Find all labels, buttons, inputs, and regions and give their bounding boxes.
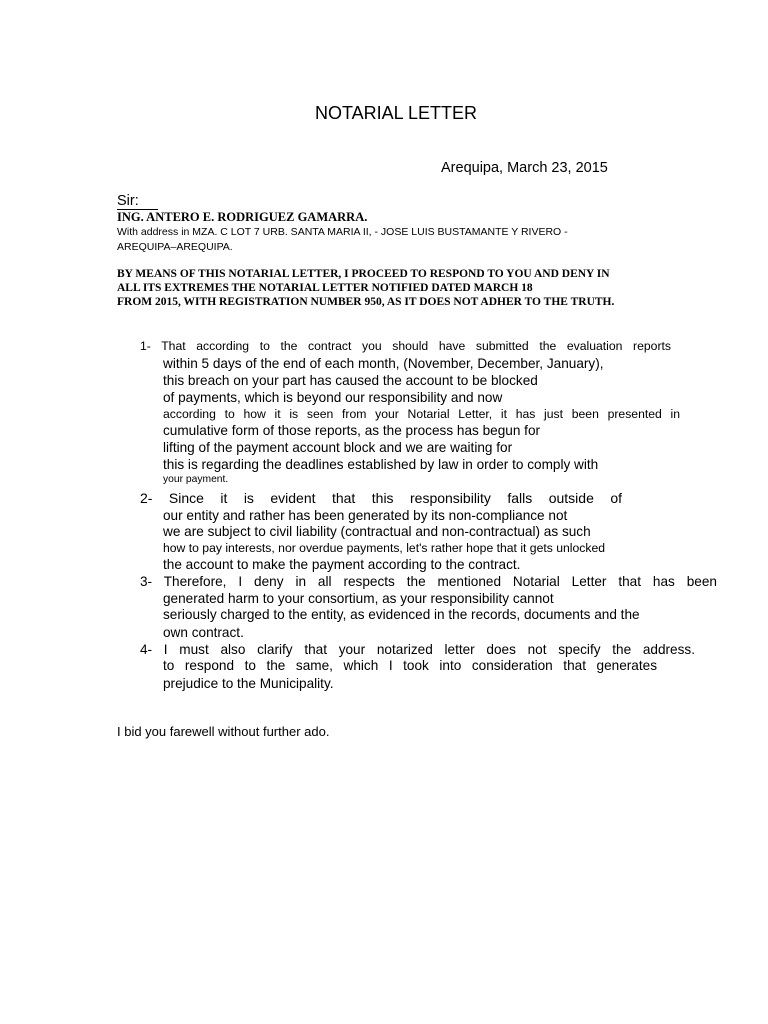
point-3-line: generated harm to your consortium, as your responsibility cannot — [163, 591, 554, 606]
point-1-line: within 5 days of the end of each month, (November, December, January), — [163, 356, 604, 371]
point-2-line: our entity and rather has been generated by its non-compliance not — [163, 508, 568, 523]
recipient-name: ING. ANTERO E. RODRIGUEZ GAMARRA. — [117, 210, 368, 224]
closing-line: I bid you farewell without further ado. — [117, 724, 330, 739]
intro-line: BY MEANS OF THIS NOTARIAL LETTER, I PROCEED TO RESPOND TO YOU AND DENY IN — [117, 268, 610, 280]
address-line: AREQUIPA–AREQUIPA. — [117, 241, 233, 253]
point-1-line: lifting of the payment account block and we are waiting for — [163, 440, 513, 455]
point-2-line: how to pay interests, nor overdue payments, let's rather hope that it gets unlocked — [163, 541, 606, 555]
address-line: With address in MZA. C LOT 7 URB. SANTA MARIA II, - JOSE LUIS BUSTAMANTE Y RIVERO - — [117, 226, 568, 238]
intro-line: FROM 2015, WITH REGISTRATION NUMBER 950, AS IT DOES NOT ADHER TO THE TRUTH. — [117, 296, 615, 308]
salutation: Sir: — [117, 193, 139, 209]
point-1-line: cumulative form of those reports, as the process has begun for — [163, 423, 541, 438]
point-4-line: to respond to the same, which I took into consideration that generates — [163, 658, 657, 673]
point-1-line: of payments, which is beyond our responsibility and now — [163, 390, 503, 405]
point-2-line: 2- Since it is evident that this responsibility falls outside of — [140, 490, 622, 506]
point-1-line: this breach on your part has caused the account to be blocked — [163, 373, 538, 388]
point-4-line: prejudice to the Municipality. — [163, 676, 334, 691]
point-1-line: according to how it is seen from your Notarial Letter, it has just been presented in — [163, 407, 680, 421]
point-2-line: the account to make the payment according to the contract. — [163, 557, 521, 572]
point-3-line: seriously charged to the entity, as evidenced in the records, documents and the — [163, 607, 640, 622]
point-3-line: 3- Therefore, I deny in all respects the mentioned Notarial Letter that has been — [140, 574, 717, 589]
point-1-line: 1- That according to the contract you should have submitted the evaluation reports — [140, 339, 671, 353]
point-4-line: 4- I must also clarify that your notarized letter does not specify the address. — [140, 642, 695, 657]
letter-date: Arequipa, March 23, 2015 — [441, 160, 608, 176]
intro-line: ALL ITS EXTREMES THE NOTARIAL LETTER NOTIFIED DATED MARCH 18 — [117, 282, 533, 294]
point-1-line: your payment. — [163, 474, 229, 485]
point-2-line: we are subject to civil liability (contractual and non-contractual) as such — [163, 524, 591, 539]
point-3-line: own contract. — [163, 625, 244, 640]
document-title: NOTARIAL LETTER — [314, 103, 478, 123]
point-1-line: this is regarding the deadlines established by law in order to comply with — [163, 457, 599, 472]
